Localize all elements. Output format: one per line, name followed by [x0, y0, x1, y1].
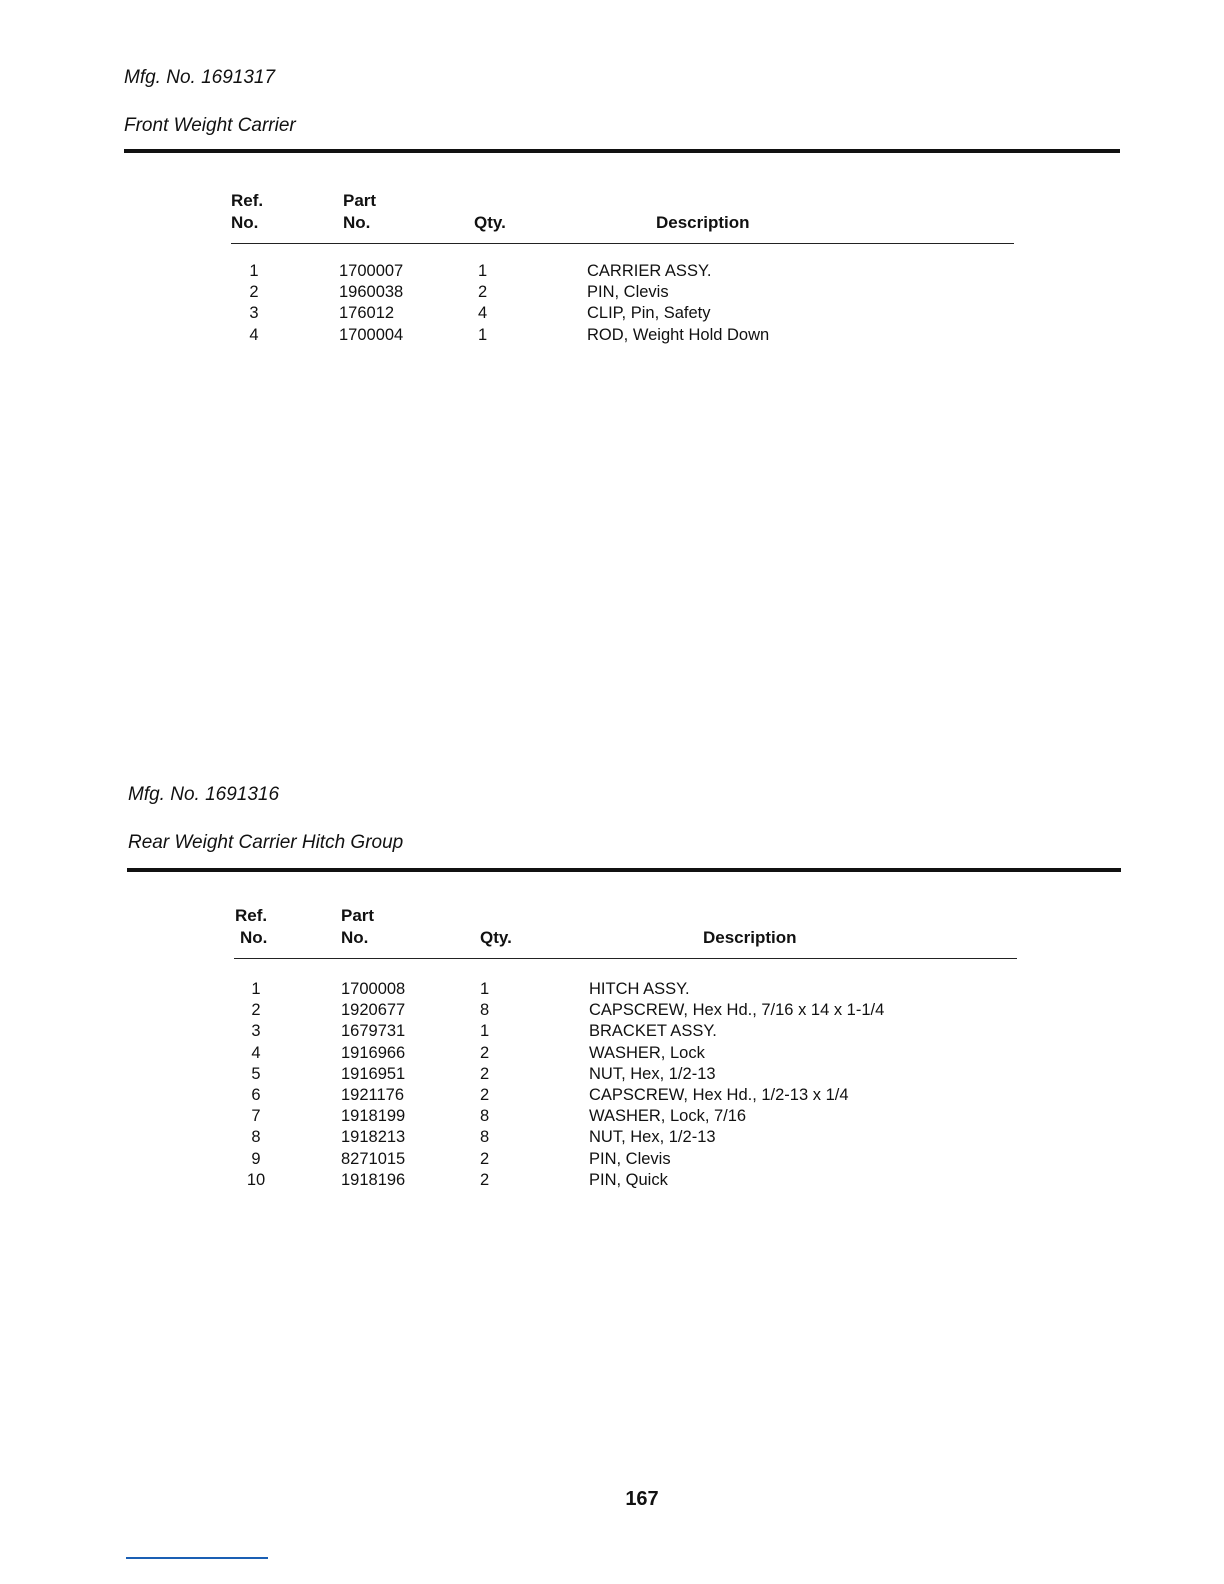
section-title: Front Weight Carrier: [124, 115, 296, 136]
part-cell: 1920677: [341, 1001, 406, 1020]
desc-cell: HITCH ASSY.: [589, 980, 690, 998]
desc-cell: CAPSCREW, Hex Hd., 7/16 x 14 x 1-1/4: [589, 1001, 885, 1020]
part-cell: 1921176: [341, 1085, 405, 1104]
ref-cell: 1: [249, 262, 259, 280]
header-description: Description: [656, 213, 750, 232]
qty-cell: 8: [480, 1107, 490, 1126]
part-cell: 8271015: [341, 1149, 406, 1168]
table-row: [0, 303, 1224, 324]
desc-cell: PIN, Clevis: [587, 283, 669, 302]
part-cell: 1679731: [341, 1022, 406, 1041]
table-row: [0, 261, 1224, 282]
table-row: [0, 1000, 1224, 1021]
section-title: Rear Weight Carrier Hitch Group: [128, 832, 404, 853]
qty-cell: 2: [478, 283, 488, 302]
ref-cell: 6: [251, 1085, 261, 1104]
table-row: [0, 1064, 1224, 1085]
table-row: [0, 1127, 1224, 1148]
ref-cell: 5: [251, 1064, 261, 1083]
header-divider: [234, 958, 1017, 959]
desc-cell: CLIP, Pin, Safety: [587, 304, 711, 323]
part-cell: 1918199: [341, 1107, 406, 1126]
qty-cell: 2: [480, 1085, 490, 1104]
desc-cell: WASHER, Lock, 7/16: [589, 1107, 747, 1126]
ref-cell: 7: [251, 1107, 261, 1126]
qty-cell: 1: [478, 262, 488, 280]
ref-cell: 10: [246, 1170, 266, 1189]
mfg-number: Mfg. No. 1691317: [124, 67, 276, 88]
table-row: [0, 282, 1224, 303]
table-row: [0, 1043, 1224, 1064]
ref-cell: 4: [249, 325, 259, 344]
qty-cell: 1: [480, 1022, 490, 1041]
ref-cell: 2: [249, 283, 259, 302]
table-row: [0, 325, 1224, 346]
desc-cell: PIN, Quick: [589, 1170, 668, 1189]
ref-cell: 3: [249, 304, 259, 323]
ref-cell: 3: [251, 1022, 261, 1041]
qty-cell: 2: [480, 1149, 490, 1168]
mfg-number: Mfg. No. 1691316: [128, 784, 280, 805]
qty-cell: 4: [478, 304, 488, 323]
desc-cell: NUT, Hex, 1/2-13: [589, 1064, 716, 1083]
desc-cell: ROD, Weight Hold Down: [587, 325, 770, 344]
part-cell: 1700004: [339, 325, 404, 344]
table-row: [0, 979, 1224, 1000]
qty-cell: 1: [478, 325, 488, 344]
header-part: Part No.: [343, 191, 377, 232]
qty-cell: 1: [480, 980, 490, 998]
section-rule: [127, 868, 1121, 872]
desc-cell: NUT, Hex, 1/2-13: [589, 1128, 716, 1147]
ref-cell: 8: [251, 1128, 261, 1147]
table-row: [0, 1021, 1224, 1042]
header-divider: [231, 243, 1014, 244]
qty-cell: 2: [480, 1043, 490, 1062]
header-part: Part No.: [341, 906, 375, 947]
table-row: [0, 1170, 1224, 1191]
part-cell: 1700008: [341, 980, 406, 998]
table-row: [0, 1106, 1224, 1127]
header-qty: Qty.: [480, 928, 512, 947]
qty-cell: 2: [480, 1170, 490, 1189]
header-ref: Ref. No.: [235, 906, 268, 947]
ref-cell: 2: [251, 1001, 261, 1020]
desc-cell: WASHER, Lock: [589, 1043, 705, 1062]
desc-cell: BRACKET ASSY.: [589, 1022, 717, 1041]
qty-cell: 8: [480, 1128, 490, 1147]
parts-table: [0, 261, 1224, 346]
part-cell: 1916966: [341, 1043, 406, 1062]
header-ref: Ref. No.: [231, 191, 264, 232]
ref-cell: 4: [251, 1043, 261, 1062]
header-description: Description: [703, 928, 797, 947]
desc-cell: CARRIER ASSY.: [587, 262, 712, 280]
ref-cell: 1: [251, 980, 261, 998]
table-row: [0, 1085, 1224, 1106]
part-cell: 1960038: [339, 283, 404, 302]
header-qty: Qty.: [474, 213, 506, 232]
parts-table: [0, 979, 1224, 1191]
section-rule: [124, 149, 1120, 153]
part-cell: 176012: [339, 304, 395, 323]
page-number: 167: [625, 1488, 659, 1510]
ref-cell: 9: [251, 1149, 261, 1168]
desc-cell: PIN, Clevis: [589, 1149, 671, 1168]
table-row: [0, 1149, 1224, 1170]
part-cell: 1918213: [341, 1128, 406, 1147]
desc-cell: CAPSCREW, Hex Hd., 1/2-13 x 1/4: [589, 1085, 849, 1104]
part-cell: 1916951: [341, 1064, 406, 1083]
part-cell: 1918196: [341, 1170, 406, 1189]
footer-link-line: [126, 1557, 268, 1559]
part-cell: 1700007: [339, 262, 404, 280]
qty-cell: 2: [480, 1064, 490, 1083]
qty-cell: 8: [480, 1001, 490, 1020]
